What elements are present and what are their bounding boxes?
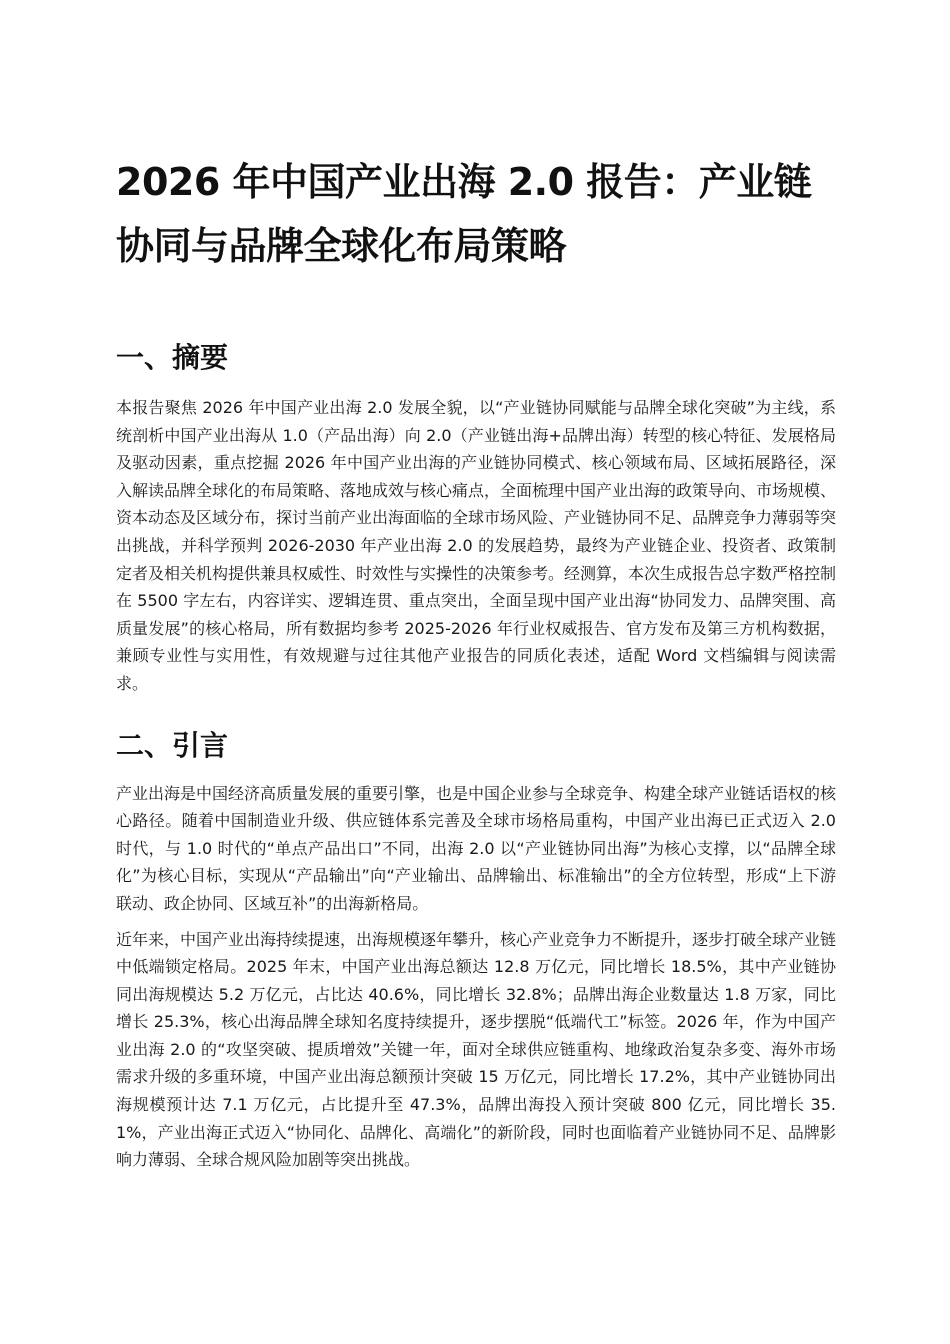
document-title: 2026 年中国产业出海 2.0 报告：产业链协同与品牌全球化布局策略 [116, 160, 812, 268]
section-heading-abstract: 一、摘要 [116, 341, 229, 374]
document-page [116, 150, 836, 1174]
section-heading-introduction: 二、引言 [116, 728, 229, 762]
introduction-paragraph-1: 产业出海是中国经济高质量发展的重要引擎，也是中国企业参与全球竞争、构建全球产业链话语权的核心路径。随着中国制造业升级、供应链体系完善及全球市场格局重构，中国产业出海已正式迈入 2.0 时代，与 1.0 时代的“单点产品出口”不同，出海 2.0 以“产业链协同出海”为核心支撑，以“品牌全球化”为核心目标，实现从“产品输出”向“产业输出、品牌输出、标准输出”的全方位转型，形成“上下游联动、政企协同、区域互补”的出海新格局。 [116, 783, 837, 913]
introduction-paragraph-2: 近年来，中国产业出海持续提速，出海规模逐年攀升，核心产业竞争力不断提升，逐步打破全球产业链中低端锁定格局。2025 年末，中国产业出海总额达 12.8 万亿元，同比增长 18.5%，其中产业链协同出海规模达 5.2 万亿元，占比达 40.6%，同比增长 32.8%；品牌出海企业数量达 1.8 万家，同比增长 25.3%，核心出海品牌全球知名度持续提升，逐步摆脱“低端代工”标签。2026 年，作为中国产业出海 2.0 的“攻坚突破、提质增效”关键一年，面对全球供应链重构、地缘政治复杂多变、海外市场需求升级的多重环境，中国产业出海总额预计突破 15 万亿元，同比增长 17.2%，其中产业链协同出海规模预计达 7.1 万亿元，占比提升至 47.3%，品牌出海投入预计突破 800 亿元，同比增长 35.1%，产业出海正式迈入“协同化、品牌化、高端化”的新阶段，同时也面临着产业链协同不足、品牌影响力薄弱、全球合规风险加剧等突出挑战。 [116, 929, 837, 1170]
abstract-paragraph: 本报告聚焦 2026 年中国产业出海 2.0 发展全貌，以“产业链协同赋能与品牌全球化突破”为主线，系统剖析中国产业出海从 1.0（产品出海）向 2.0（产业链出海+品牌出海）转型的核心特征、发展格局及驱动因素，重点挖掘 2026 年中国产业出海的产业链协同模式、核心领域布局、区域拓展路径，深入解读品牌全球化的布局策略、落地成效与核心痛点，全面梳理中国产业出海的政策导向、市场规模、资本动态及区域分布，探讨当前产业出海面临的全球市场风险、产业链协同不足、品牌竞争力薄弱等突出挑战，并科学预判 2026-2030 年产业出海 2.0 的发展趋势，最终为产业链企业、投资者、政策制定者及相关机构提供兼具权威性、时效性与实操性的决策参考。经测算，本次生成报告总字数严格控制在 5500 字左右，内容详实、逻辑连贯、重点突出，全面呈现中国产业出海“协同发力、品牌突围、高质量发展”的核心格局，所有数据均参考 2025-2026 年行业权威报告、官方发布及第三方机构数据，兼顾专业性与实用性，有效规避与过往其他产业报告的同质化表述，适配 Word 文档编辑与阅读需求。 [116, 398, 837, 693]
